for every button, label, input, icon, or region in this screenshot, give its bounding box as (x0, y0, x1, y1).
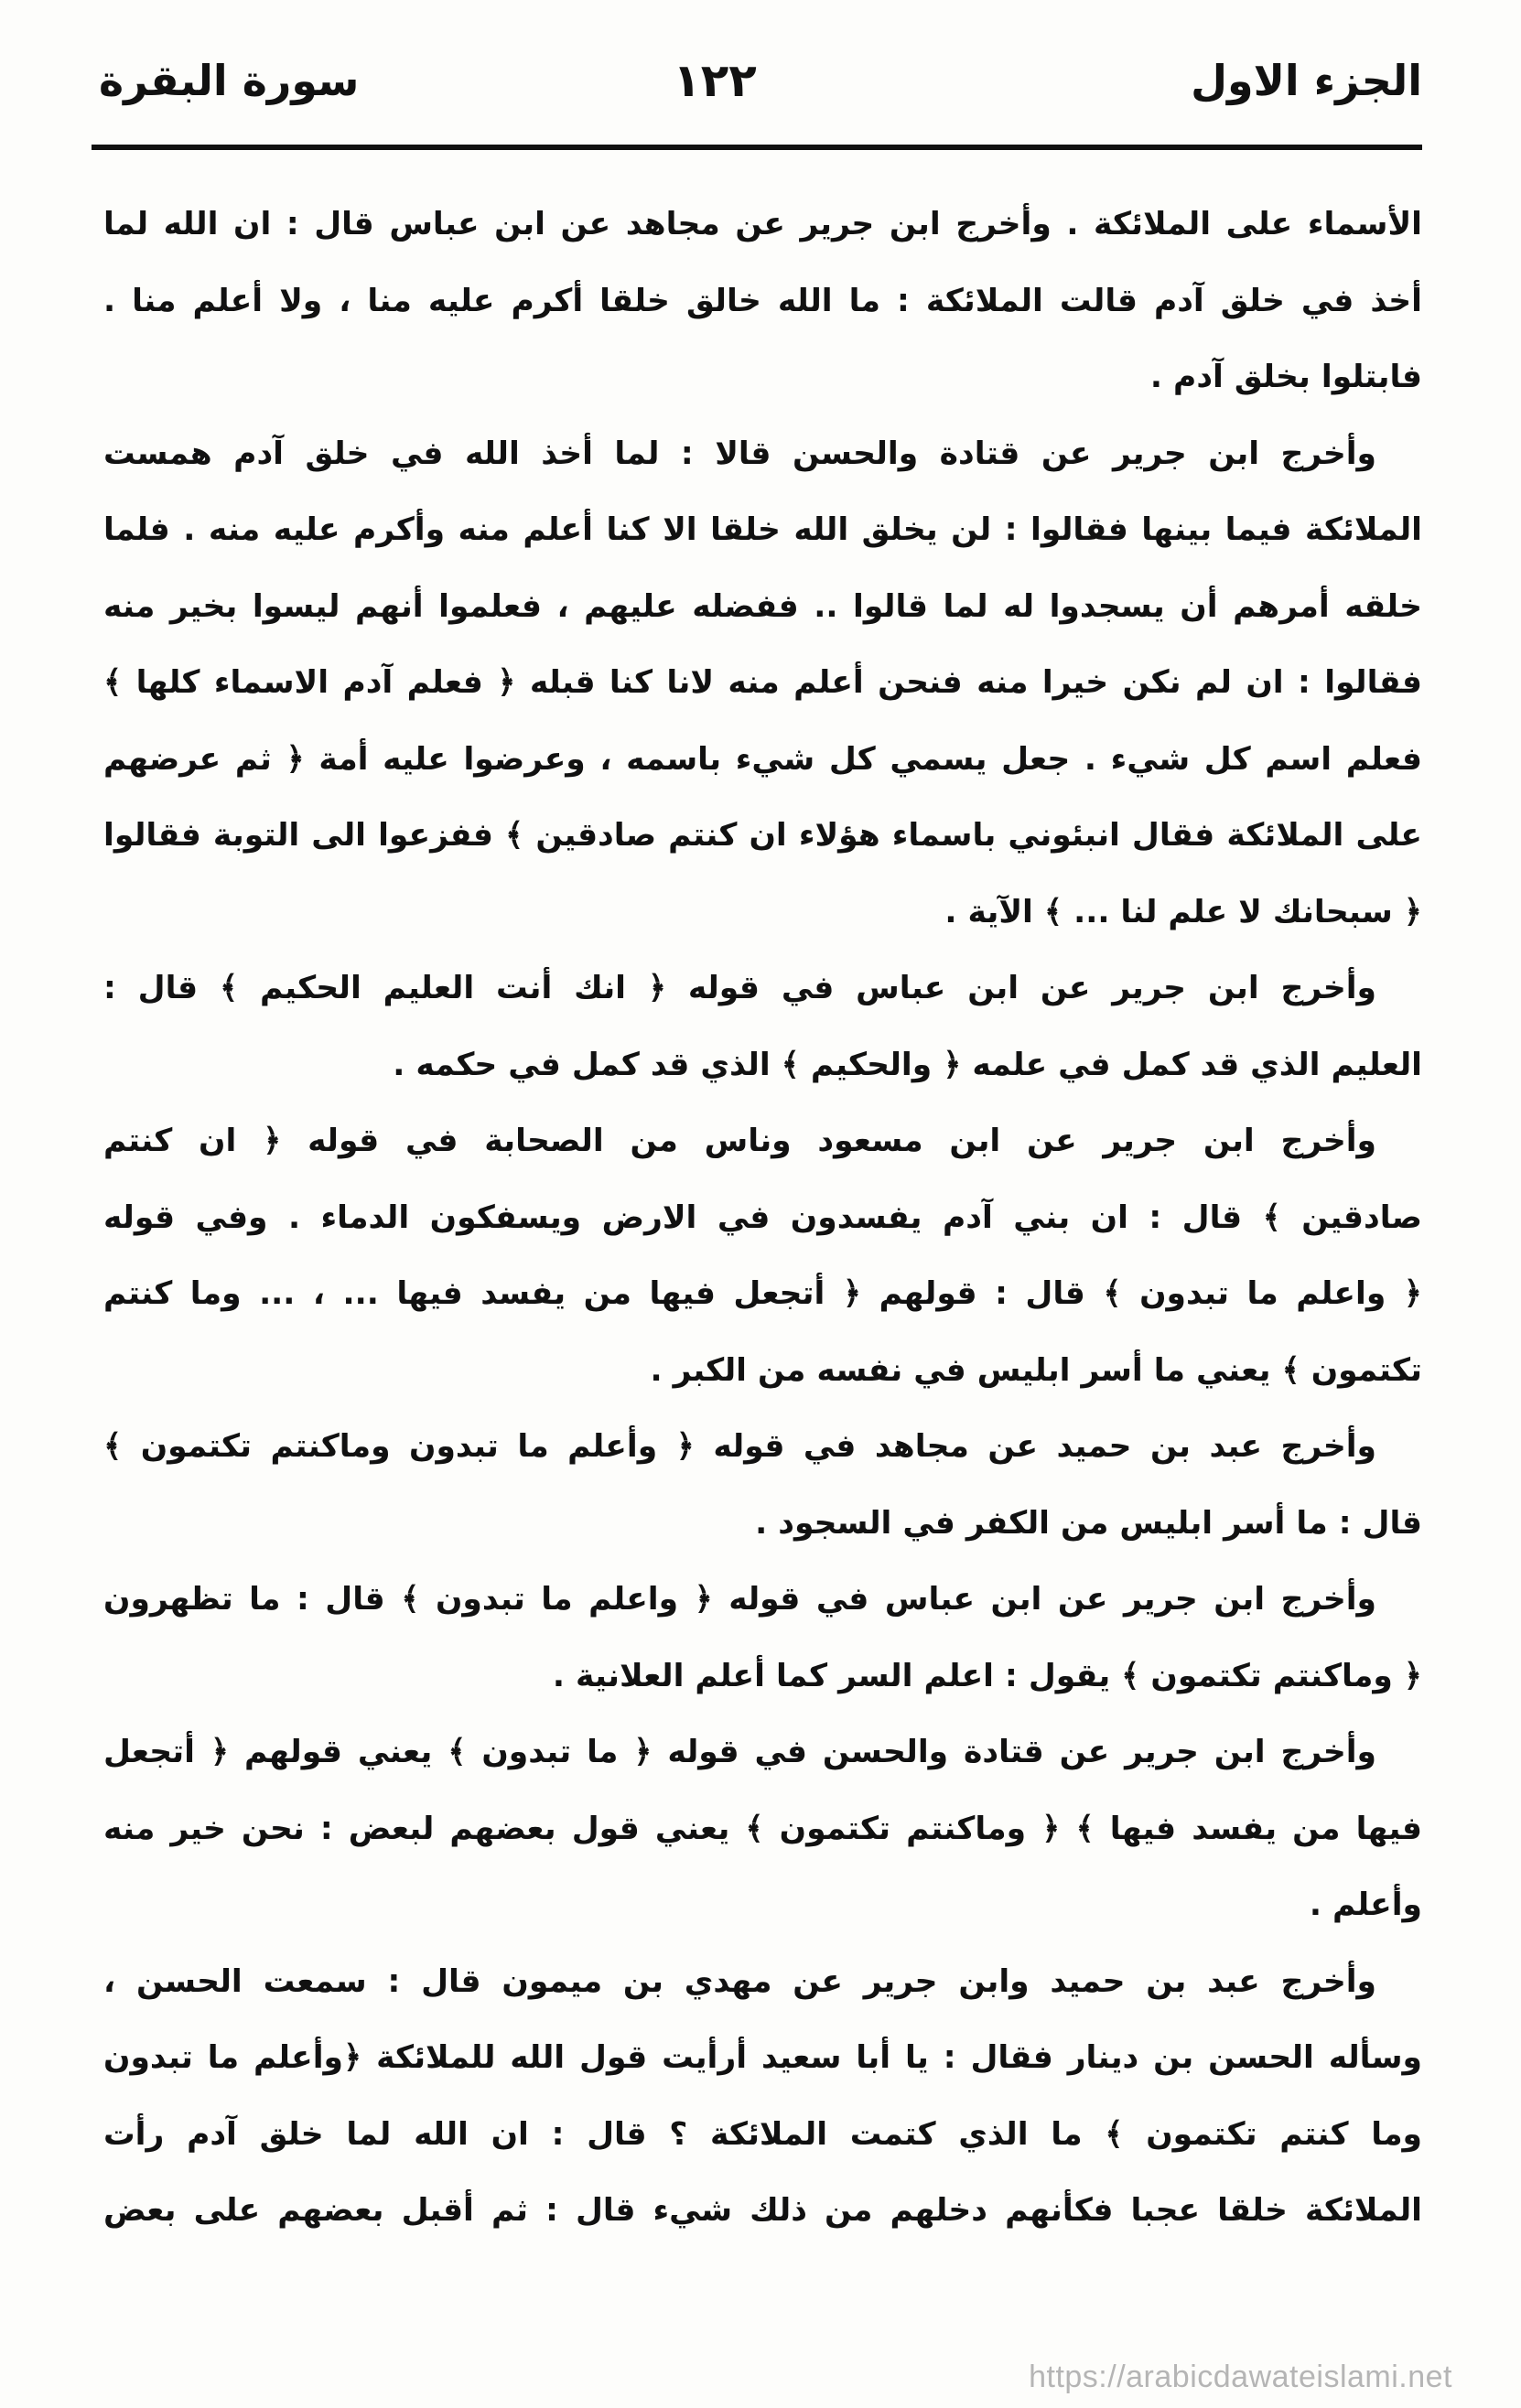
text-line: العليم الذي قد كمل في علمه ﴿ والحكيم ﴾ الذي قد كمل في حكمه . (393, 1046, 1422, 1083)
text-line: فيها من يفسد فيها ﴾ ﴿ وماكنتم تكتمون ﴾ يعني قول بعضهم لبعض : نحن خير منه (103, 1810, 1422, 1847)
page-number: ١٢٢ (673, 54, 757, 107)
paragraph (103, 951, 1422, 1103)
text-line: وأخرج ابن جرير عن قتادة والحسن في قوله ﴿ ما تبدون ﴾ يعني قولهم ﴿ أتجعل (103, 1734, 1376, 1770)
text-line: وأخرج ابن جرير عن قتادة والحسن قالا : لما أخذ الله في خلق آدم همست (103, 435, 1376, 472)
page-header (92, 37, 1422, 150)
text-line: فابتلوا بخلق آدم . (1149, 359, 1422, 395)
text-line: فقالوا : ان لم نكن خيرا منه فنحن أعلم منه لانا كنا قبله ﴿ فعلم آدم الاسماء كلها ﴾ (103, 664, 1422, 701)
text-line: فعلم اسم كل شيء . جعل يسمي كل شيء باسمه ، وعرضوا عليه أمة ﴿ ثم عرضهم (103, 740, 1422, 778)
text-line: وأخرج ابن جرير عن ابن عباس في قوله ﴿ انك أنت العليم الحكيم ﴾ قال : (103, 970, 1376, 1006)
paragraph (103, 1409, 1422, 1562)
text-line: ﴿ واعلم ما تبدون ﴾ قال : قولهم ﴿ أتجعل فيها من يفسد فيها ... ، ... وما كنتم (103, 1275, 1422, 1312)
text-line: وأخرج عبد بن حميد وابن جرير عن مهدي بن ميمون قال : سمعت الحسن ، (103, 1962, 1376, 2000)
text-line: صادقين ﴾ قال : ان بني آدم يفسدون في الارض ويسفكون الدماء . وفي قوله (103, 1199, 1422, 1236)
text-line: وما كنتم تكتمون ﴾ ما الذي كتمت الملائكة ؟ قال : ان الله لما خلق آدم رأت (103, 2115, 1422, 2153)
text-line: وأخرج ابن جرير عن ابن عباس في قوله ﴿ واعلم ما تبدون ﴾ قال : ما تظهرون (103, 1581, 1376, 1618)
text-line: أخذ في خلق آدم قالت الملائكة : ما الله خالق خلقا أكرم عليه منا ، ولا أعلم منا . (103, 282, 1422, 319)
text-line: تكتمون ﴾ يعني ما أسر ابليس في نفسه من الكبر . (650, 1351, 1422, 1389)
paragraph (103, 1944, 1422, 2250)
text-line: وأخرج عبد بن حميد عن مجاهد في قوله ﴿ وأعلم ما تبدون وماكنتم تكتمون ﴾ (103, 1428, 1376, 1465)
text-line: الأسماء على الملائكة . وأخرج ابن جرير عن مجاهد عن ابن عباس قال : ان الله لما (103, 206, 1422, 242)
text-line: على الملائكة فقال انبئوني باسماء هؤلاء ان كنتم صادقين ﴾ ففزعوا الى التوبة فقالوا (103, 817, 1422, 854)
text-line: خلقه أمرهم أن يسجدوا له لما قالوا .. ففضله عليهم ، فعلموا أنهم ليسوا بخير منه (103, 587, 1422, 625)
surah-title: سورة البقرة (99, 56, 360, 105)
text-line: وسأله الحسن بن دينار فقال : يا أبا سعيد أرأيت قول الله للملائكة ﴿وأعلم ما تبدون (103, 2039, 1422, 2076)
text-line: ﴿ سبحانك لا علم لنا ... ﴾ الآية . (944, 893, 1422, 930)
text-line: الملائكة فيما بينها فقالوا : لن يخلق الله خلقا الا كنا أعلم منه وأكرم عليه منه . فلما (103, 511, 1422, 548)
paragraph (103, 1103, 1422, 1409)
text-line: الملائكة خلقا عجبا فكأنهم دخلهم من ذلك شيء قال : ثم أقبل بعضهم على بعض (103, 2192, 1422, 2229)
paragraph (103, 1715, 1422, 1944)
volume-part-label: الجزء الاول (1191, 56, 1422, 105)
paragraph (103, 187, 1422, 416)
paragraph (103, 1562, 1422, 1715)
paragraph (103, 416, 1422, 951)
text-line: ﴿ وماكنتم تكتمون ﴾ يقول : اعلم السر كما أعلم العلانية . (552, 1657, 1422, 1694)
text-line: قال : ما أسر ابليس من الكفر في السجود . (755, 1504, 1422, 1542)
text-line: وأخرج ابن جرير عن ابن مسعود وناس من الصحابة في قوله ﴿ ان كنتم (103, 1123, 1376, 1159)
text-line: وأعلم . (1309, 1887, 1422, 1923)
watermark-url: https://arabicdawateislami.net (1029, 2360, 1452, 2394)
page-body (103, 187, 1422, 2250)
